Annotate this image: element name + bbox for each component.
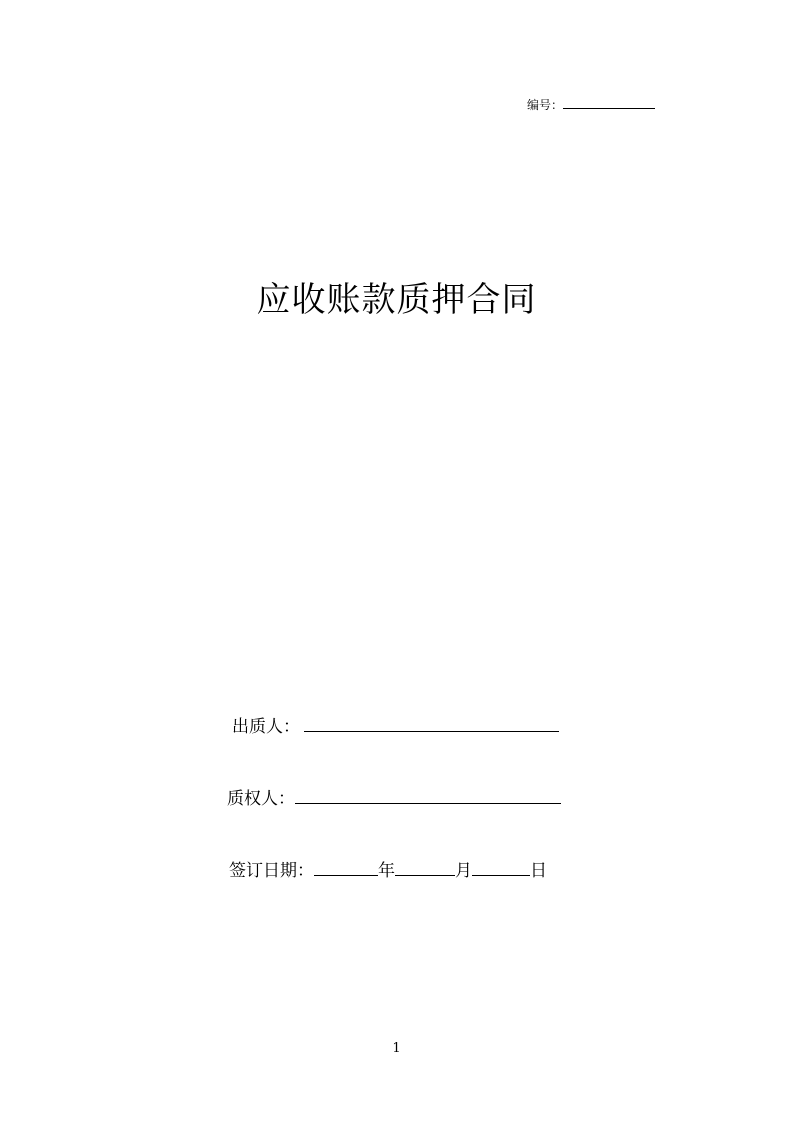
contract-number-line <box>527 94 655 115</box>
pledgee-field <box>227 785 561 812</box>
pledgor-blank[interactable] <box>304 713 559 732</box>
contract-number-blank[interactable] <box>563 94 655 109</box>
document-title: 应收账款质押合同 <box>256 280 537 320</box>
sign-date-label: 签订日期： <box>229 861 314 881</box>
contract-number-label: 编号： <box>527 98 564 112</box>
month-blank[interactable] <box>395 857 455 876</box>
pledgee-blank[interactable] <box>295 785 561 804</box>
month-label: 月 <box>455 861 472 881</box>
day-blank[interactable] <box>472 857 530 876</box>
pledgor-label: 出质人： <box>232 717 300 737</box>
day-label: 日 <box>530 861 547 881</box>
year-label: 年 <box>378 861 395 881</box>
pledgor-field <box>232 713 559 740</box>
sign-date-field <box>229 857 547 884</box>
year-blank[interactable] <box>314 857 378 876</box>
pledgee-label: 质权人： <box>227 789 295 809</box>
page-number: 1 <box>392 1041 401 1056</box>
